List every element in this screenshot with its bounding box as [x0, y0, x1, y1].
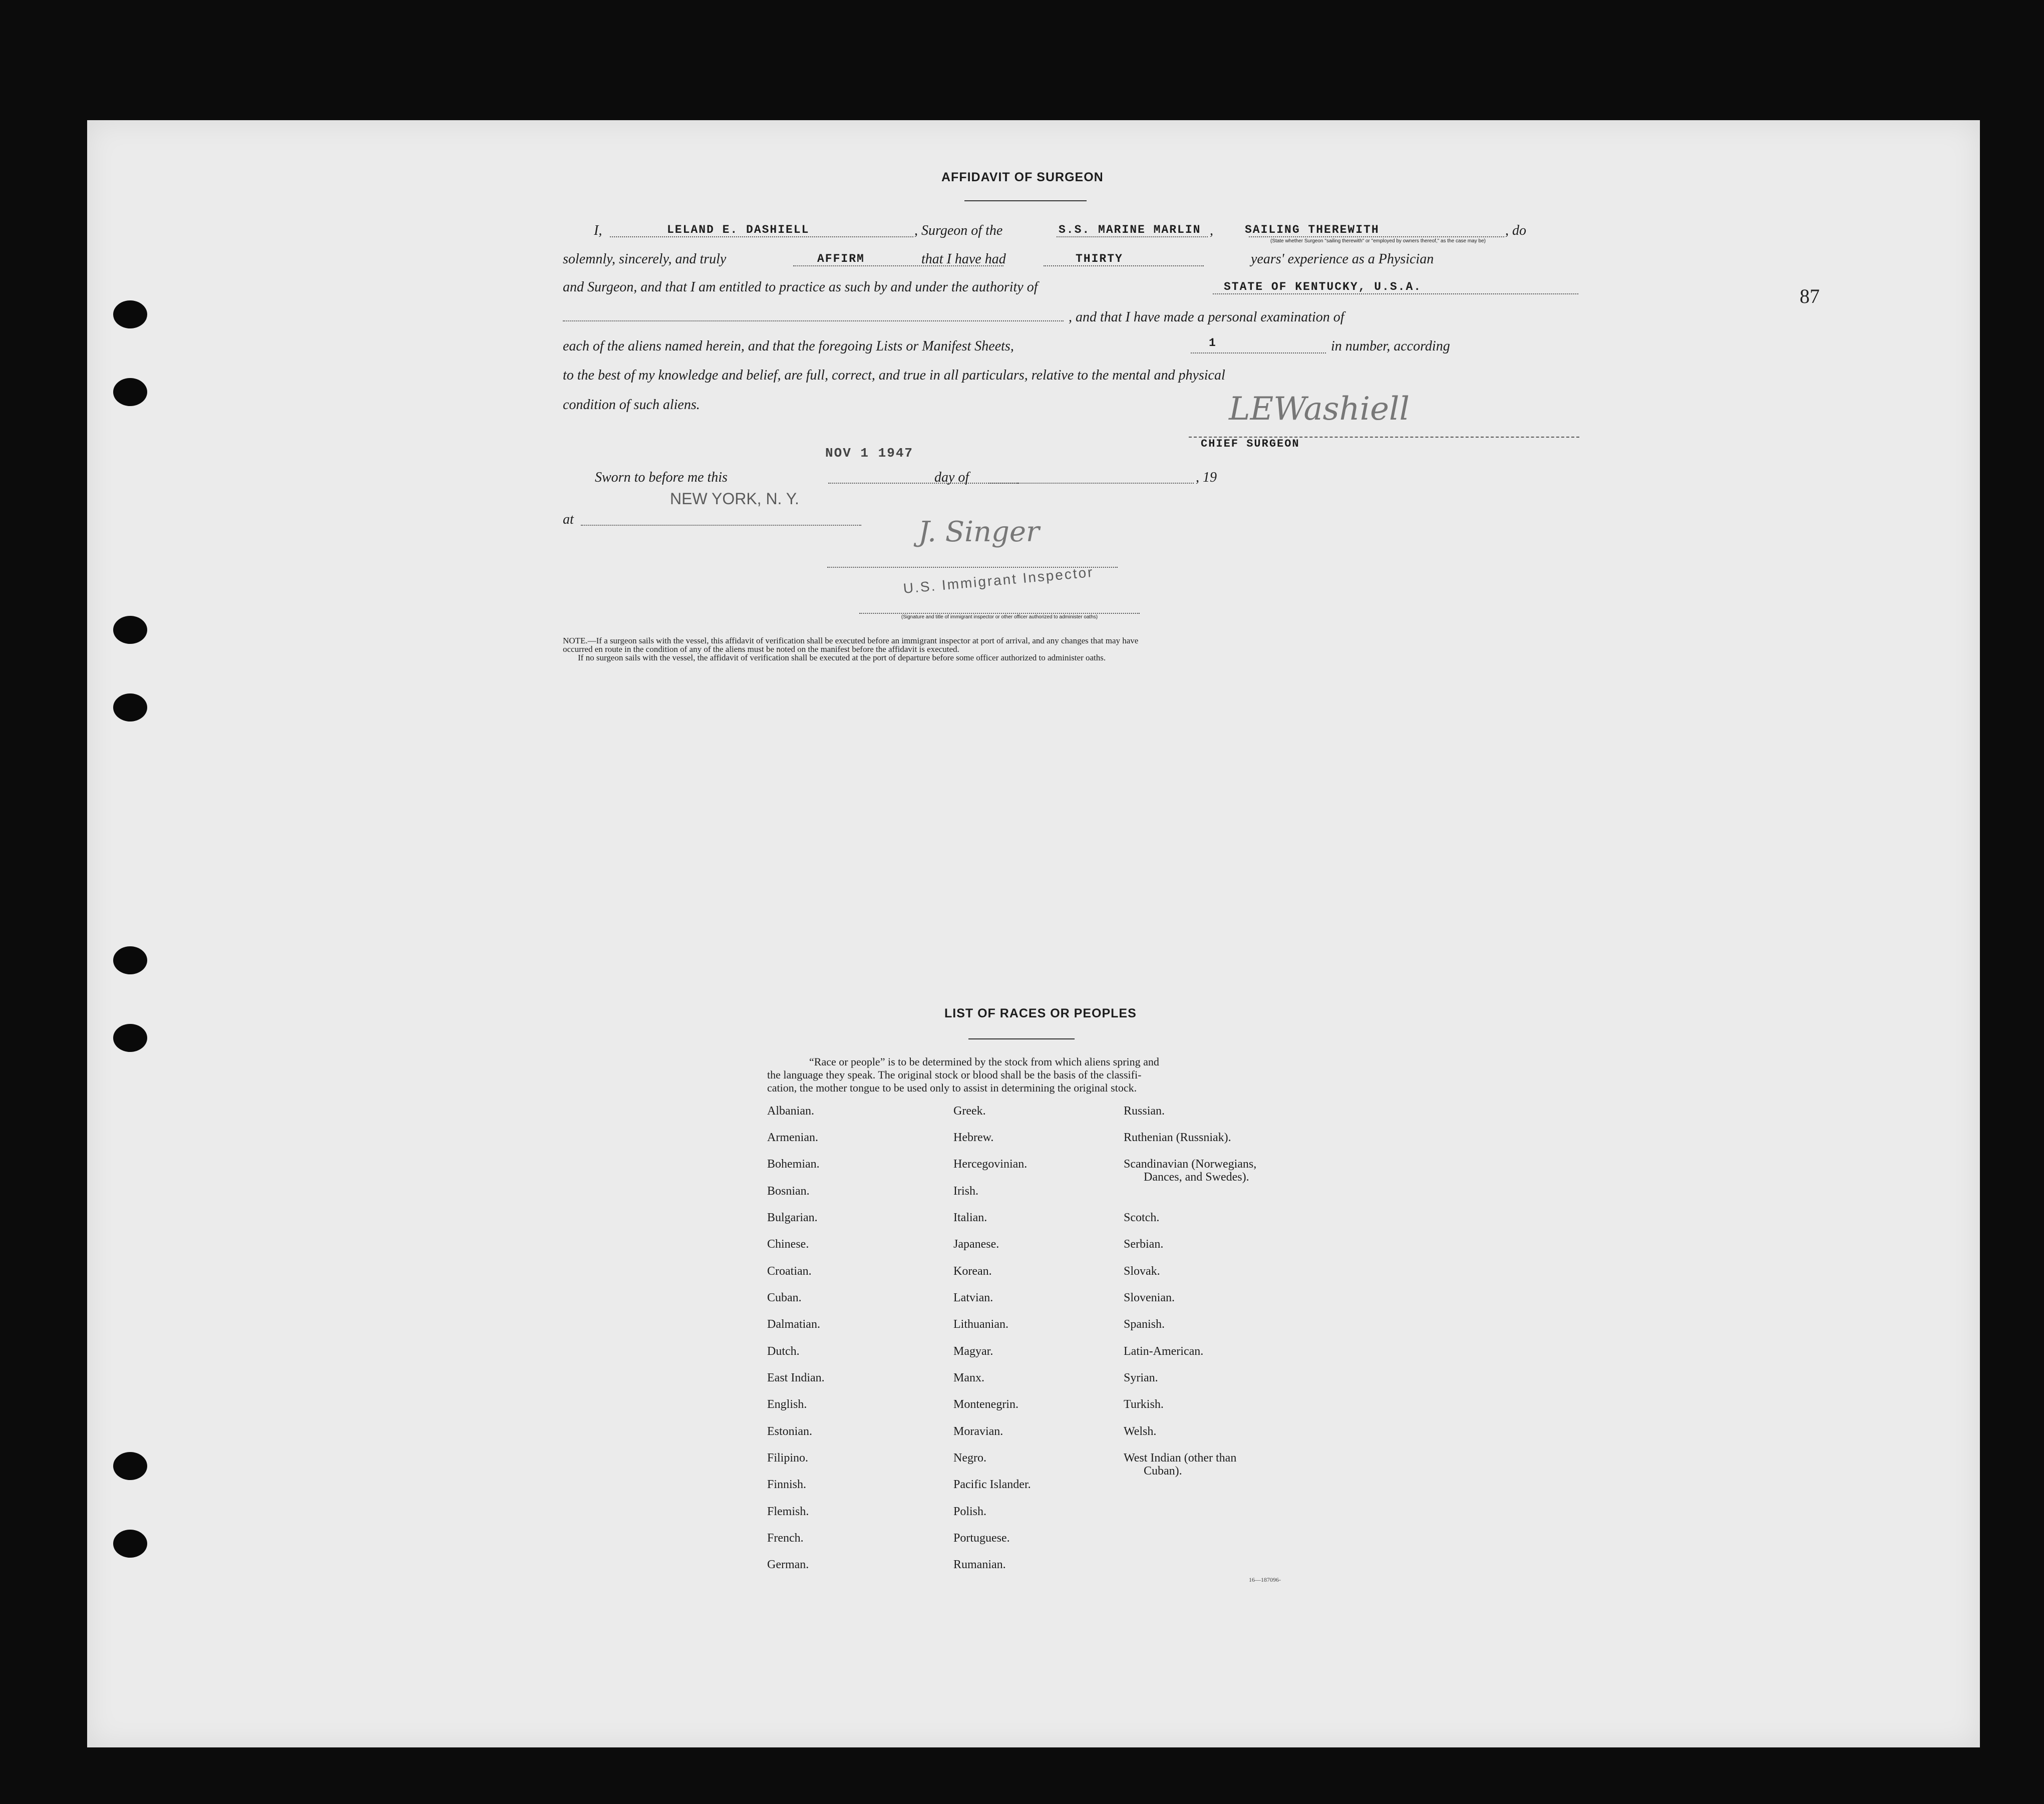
binder-hole: [113, 1452, 147, 1480]
race-item: Scotch.: [1124, 1211, 1160, 1224]
race-item: Croatian.: [767, 1265, 812, 1278]
race-item: Bohemian.: [767, 1158, 820, 1171]
binder-hole: [113, 1024, 147, 1052]
races-intro: the language they speak. The original stock or blood shall be the basis of the classifi-: [767, 1068, 1142, 1081]
binder-hole: [113, 946, 147, 974]
race-item: Irish.: [953, 1185, 978, 1198]
race-item: Cuban).: [1144, 1465, 1182, 1478]
race-item: Bosnian.: [767, 1185, 810, 1198]
race-item: Japanese.: [953, 1238, 999, 1251]
name-blank: [610, 236, 913, 237]
note-line: If no surgeon sails with the vessel, the affidavit of verification shall be executed at the port of departure before some officer authorized to administer oaths.: [578, 653, 1106, 662]
surgeon-name: LELAND E. DASHIELL: [667, 223, 810, 236]
race-item: Hebrew.: [953, 1131, 994, 1144]
race-item: Cuban.: [767, 1291, 802, 1304]
race-item: Slovenian.: [1124, 1291, 1175, 1304]
date-stamp: NOV 1 1947: [825, 446, 914, 461]
surgeon-status: SAILING THEREWITH: [1245, 223, 1380, 236]
race-item: French.: [767, 1532, 804, 1545]
race-item: Filipino.: [767, 1452, 809, 1465]
race-item: Scandinavian (Norwegians,: [1124, 1158, 1257, 1171]
race-item: Dalmatian.: [767, 1318, 820, 1331]
affirm-value: AFFIRM: [817, 252, 865, 265]
race-item: Portuguese.: [953, 1532, 1010, 1545]
races-intro: “Race or people” is to be determined by the stock from which aliens spring and: [809, 1055, 1159, 1068]
inspector-title-line: [859, 613, 1140, 614]
title-underline: [964, 200, 1087, 201]
surgeon-signature: LEWashiell: [1229, 391, 1410, 428]
race-item: Dutch.: [767, 1345, 800, 1358]
inspector-caption: (Signature and title of immigrant inspector or other officer authorized to administer oaths): [901, 614, 1098, 620]
affidavit-text: Sworn to before me this: [595, 470, 728, 485]
authority-blank: [1213, 293, 1578, 294]
race-item: Latvian.: [953, 1291, 993, 1304]
race-item: Montenegrin.: [953, 1398, 1018, 1411]
page-number: 87: [1800, 285, 1820, 307]
years-blank: [1044, 265, 1204, 266]
race-item: Magyar.: [953, 1345, 993, 1358]
race-item: English.: [767, 1398, 807, 1411]
affidavit-text: , do: [1505, 223, 1526, 238]
race-item: Spanish.: [1124, 1318, 1165, 1331]
race-item: Dances, and Swedes).: [1144, 1171, 1249, 1184]
race-item: Armenian.: [767, 1131, 818, 1144]
race-item: Korean.: [953, 1265, 992, 1278]
month-blank: [988, 483, 1194, 484]
race-item: Greek.: [953, 1105, 986, 1118]
race-item: East Indian.: [767, 1371, 825, 1384]
race-item: Polish.: [953, 1505, 987, 1518]
affidavit-text: to the best of my knowledge and belief, are full, correct, and true in all particulars, relative to the mental and physical: [563, 368, 1225, 383]
affidavit-text: I,: [594, 223, 602, 238]
race-item: Manx.: [953, 1371, 984, 1384]
race-item: Flemish.: [767, 1505, 809, 1518]
affidavit-text: years' experience as a Physician: [1251, 251, 1434, 267]
race-item: Estonian.: [767, 1425, 812, 1438]
race-item: Chinese.: [767, 1238, 809, 1251]
manifest-page: [87, 120, 1980, 1747]
affidavit-text: solemnly, sincerely, and truly: [563, 251, 727, 267]
race-item: Rumanian.: [953, 1558, 1006, 1571]
race-item: Finnish.: [767, 1478, 807, 1491]
binder-hole: [113, 1530, 147, 1558]
race-item: Pacific Islander.: [953, 1478, 1031, 1491]
binder-hole: [113, 378, 147, 406]
vessel-name: S.S. MARINE MARLIN: [1059, 223, 1201, 236]
race-item: Moravian.: [953, 1425, 1003, 1438]
note-line: NOTE.—If a surgeon sails with the vessel, this affidavit of verification shall be executed before an immigrant inspector at port of arrival, and any changes that may have: [563, 636, 1139, 645]
status-note: (State whether Surgeon "sailing therewith" or "employed by owners thereof," as the case may be): [1270, 238, 1486, 244]
race-item: Hercegovinian.: [953, 1158, 1028, 1171]
place-stamp: NEW YORK, N. Y.: [670, 490, 799, 508]
sheets-value: 1: [1209, 336, 1217, 349]
inspector-title-stamp: U.S. Immigrant Inspector: [902, 564, 1095, 596]
race-item: Serbian.: [1124, 1238, 1164, 1251]
affidavit-text: each of the aliens named herein, and that the foregoing Lists or Manifest Sheets,: [563, 338, 1014, 354]
races-title-underline: [968, 1038, 1075, 1039]
note-line: occurred en route in the condition of any of the aliens must be noted on the manifest before the affidavit is executed.: [563, 644, 959, 654]
affidavit-text: at: [563, 512, 574, 527]
races-intro: cation, the mother tongue to be used only to assist in determining the original stock.: [767, 1081, 1137, 1094]
race-item: German.: [767, 1558, 809, 1571]
race-item: Turkish.: [1124, 1398, 1164, 1411]
race-item: Russian.: [1124, 1105, 1165, 1118]
affidavit-text: in number, according: [1331, 338, 1450, 354]
years-value: THIRTY: [1076, 252, 1123, 265]
affidavit-text: , Surgeon of the: [914, 223, 1003, 238]
races-title: LIST OF RACES OR PEOPLES: [944, 1006, 1137, 1020]
race-item: Ruthenian (Russniak).: [1124, 1131, 1231, 1144]
affidavit-text: ,: [1210, 223, 1213, 238]
binder-hole: [113, 693, 147, 721]
race-item: Bulgarian.: [767, 1211, 818, 1224]
form-number: 16—187096-: [1249, 1576, 1281, 1583]
race-item: West Indian (other than: [1124, 1452, 1237, 1465]
affidavit-text: day of: [934, 470, 969, 485]
affidavit-text: , 19: [1196, 470, 1217, 485]
vessel-blank: [1057, 236, 1208, 237]
race-item: Italian.: [953, 1211, 987, 1224]
binder-hole: [113, 616, 147, 644]
authority-blank-2: [563, 320, 1064, 321]
affidavit-text: and Surgeon, and that I am entitled to practice as such by and under the authority of: [563, 279, 1038, 295]
place-blank: [581, 525, 861, 526]
affidavit-title: AFFIDAVIT OF SURGEON: [941, 170, 1104, 184]
inspector-signature: J. Singer: [918, 516, 1040, 548]
race-item: Syrian.: [1124, 1371, 1158, 1384]
race-item: Slovak.: [1124, 1265, 1160, 1278]
race-item: Negro.: [953, 1452, 986, 1465]
race-item: Latin-American.: [1124, 1345, 1204, 1358]
race-item: Albanian.: [767, 1105, 814, 1118]
affidavit-text: that I have had: [921, 251, 1006, 267]
affidavit-text: , and that I have made a personal examination of: [1069, 309, 1344, 325]
binder-hole: [113, 300, 147, 328]
authority-value: STATE OF KENTUCKY, U.S.A.: [1224, 280, 1422, 293]
signer-title: CHIEF SURGEON: [1201, 438, 1300, 450]
sheets-blank: [1191, 352, 1326, 353]
affidavit-text: condition of such aliens.: [563, 397, 700, 413]
race-item: Welsh.: [1124, 1425, 1157, 1438]
status-blank: [1249, 236, 1504, 237]
race-item: Lithuanian.: [953, 1318, 1008, 1331]
